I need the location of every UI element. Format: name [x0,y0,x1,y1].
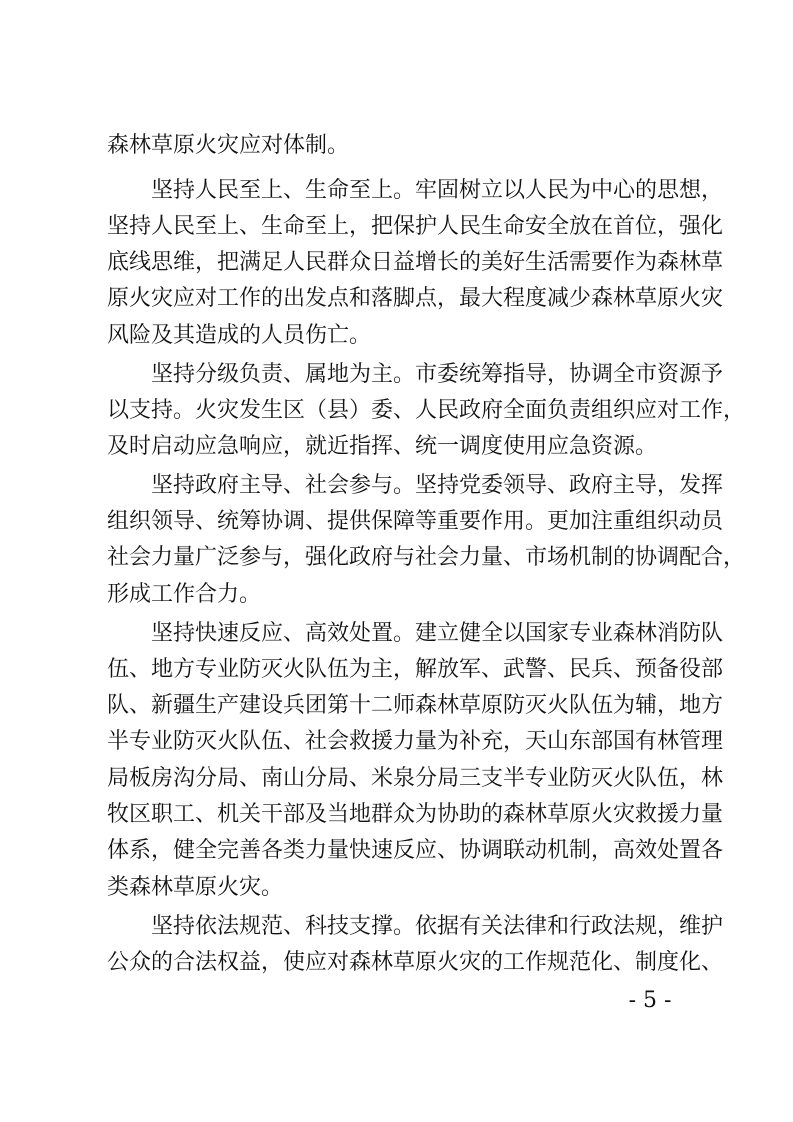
text-line-11: 组织领导、统筹协调、提供保障等重要作用。更加注重组织动员 [107,509,724,534]
text-line-1: 森林草原火灾应对体制。 [107,133,350,158]
text-line-21: 类森林草原火灾。 [107,875,284,900]
text-line-20: 体系，健全完善各类力量快速反应、协调联动机制，高效处置各 [107,838,724,863]
text-line-13: 形成工作合力。 [107,582,262,607]
text-line-9: 及时启动应急响应，就近指挥、统一调度使用应急资源。 [107,434,658,459]
text-line-23: 公众的合法权益，使应对森林草原火灾的工作规范化、制度化、 [107,950,724,975]
text-line-2: 坚持人民至上、生命至上。牢固树立以人民为中心的思想， [151,178,724,203]
text-line-4: 底线思维，把满足人民群众日益增长的美好生活需要作为森林草 [107,250,724,275]
text-line-7: 坚持分级负责、属地为主。市委统筹指导，协调全市资源予 [151,362,724,387]
text-line-16: 队、新疆生产建设兵团第十二师森林草原防灭火队伍为辅，地方 [107,693,724,718]
text-line-3: 坚持人民至上、生命至上，把保护人民生命安全放在首位，强化 [107,214,724,239]
text-line-5: 原火灾应对工作的出发点和落脚点，最大程度减少森林草原火灾 [107,286,724,311]
page-number: - 5 - [628,988,672,1013]
text-line-10: 坚持政府主导、社会参与。坚持党委领导、政府主导，发挥 [151,473,724,498]
text-line-17: 半专业防灭火队伍、社会救援力量为补充，天山东部国有林管理 [107,729,724,754]
text-line-19: 牧区职工、机关干部及当地群众为协助的森林草原火灾救援力量 [107,802,724,827]
text-line-6: 风险及其造成的人员伤亡。 [107,323,372,348]
text-line-8: 以支持。火灾发生区（县）委、人民政府全面负责组织应对工作， [107,398,746,423]
text-line-18: 局板房沟分局、南山分局、米泉分局三支半专业防灭火队伍，林 [107,766,724,791]
text-line-22: 坚持依法规范、科技支撑。依据有关法律和行政法规，维护 [151,914,724,939]
text-line-12: 社会力量广泛参与，强化政府与社会力量、市场机制的协调配合， [107,545,746,570]
text-line-15: 伍、地方专业防灭火队伍为主，解放军、武警、民兵、预备役部 [107,657,724,682]
text-line-14: 坚持快速反应、高效处置。建立健全以国家专业森林消防队 [151,621,724,646]
